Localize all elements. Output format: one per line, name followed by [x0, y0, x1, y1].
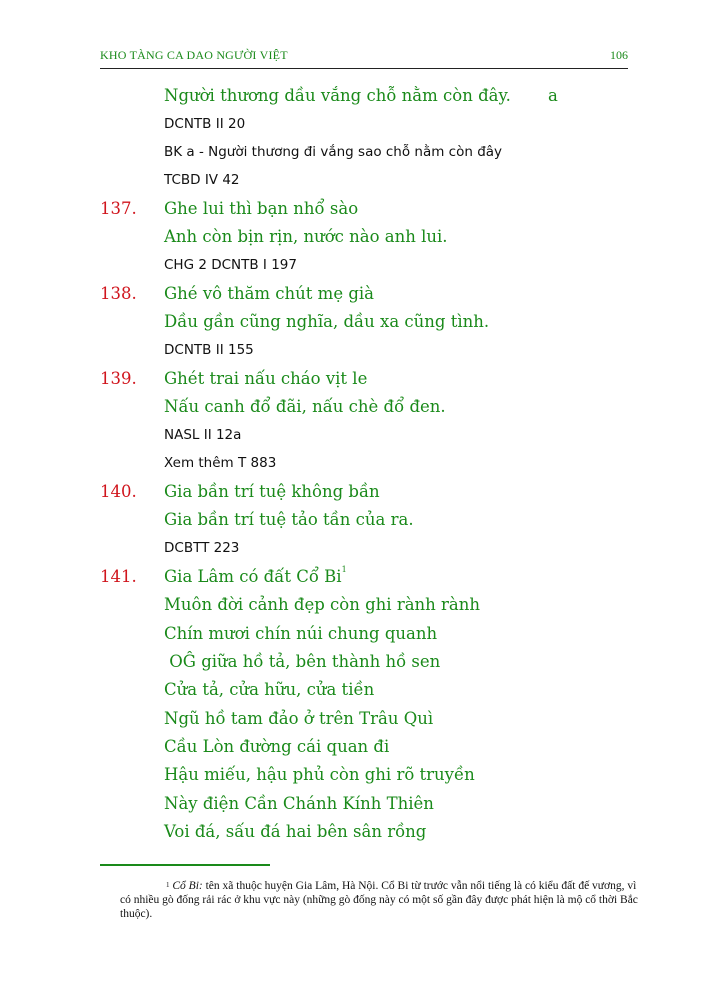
verse-line [164, 567, 347, 586]
verse-line: Ghé vô thăm chút mẹ già [164, 284, 375, 303]
verse-line: Ghe lui thì bạn nhổ sào [164, 199, 359, 218]
verse-line: Chín mươi chín núi chung quanh [164, 624, 438, 643]
variant-mark: a [548, 86, 558, 105]
source-line: Xem thêm T 883 [164, 455, 277, 471]
footnote-separator [100, 864, 270, 866]
verse-line: Muôn đời cảnh đẹp còn ghi rành rành [164, 595, 481, 614]
verse-line: Nấu canh đổ đãi, nấu chè đổ đen. [164, 397, 446, 416]
source-line: DCNTB II 155 [164, 342, 254, 358]
verse-line: Người thương dầu vắng chỗ nằm còn đây. [164, 86, 511, 105]
source-line: CHG 2 DCNTB I 197 [164, 257, 297, 273]
footnote [120, 879, 640, 921]
verse-line: Gia bần trí tuệ không bần [164, 482, 380, 501]
footnote-ref[interactable]: 1 [341, 565, 347, 574]
running-header [100, 48, 628, 69]
entry-number: 141. [100, 567, 137, 586]
verse-line: Này điện Cần Chánh Kính Thiên [164, 794, 434, 813]
verse-line: Dầu gần cũng nghĩa, dầu xa cũng tình. [164, 312, 490, 331]
verse-line: Cầu Lòn đường cái quan đi [164, 737, 390, 756]
source-line: TCBD IV 42 [164, 172, 240, 188]
entry-number: 139. [100, 369, 137, 388]
verse-line: Cửa tả, cửa hữu, cửa tiền [164, 680, 375, 699]
verse-line: Voi đá, sấu đá hai bên sân rồng [164, 822, 427, 841]
verse-line: Gia bần trí tuệ tảo tần của ra. [164, 510, 414, 529]
source-line: DCBTT 223 [164, 540, 240, 556]
entry-number: 137. [100, 199, 137, 218]
entry-number: 138. [100, 284, 137, 303]
verse-line: OĜ giữa hồ tả, bên thành hồ sen [164, 652, 441, 671]
verse-text: Gia Lâm có đất Cổ Bi [164, 567, 342, 586]
source-line: NASL II 12a [164, 427, 242, 443]
source-line: BK a - Người thương đi vắng sao chỗ nằm còn đây [164, 144, 503, 160]
book-title: KHO TÀNG CA DAO NGƯỜI VIỆT [100, 48, 288, 62]
footnote-marker: 1 [166, 881, 170, 889]
verse-line: Ngũ hồ tam đảo ở trên Trâu Quì [164, 709, 434, 728]
page-number: 106 [610, 48, 628, 62]
footnote-text: tên xã thuộc huyện Gia Lâm, Hà Nội. Cổ Bi từ trước vẫn nổi tiếng là có kiểu đất đế vương, vì có nhiều gò đống rải rác ở khu vực này (những gò đống này có một số gần đây được phát hiện là mộ cổ thời Bắc thuộc). [120, 880, 638, 920]
entry-number: 140. [100, 482, 137, 501]
verse-line: Hậu miếu, hậu phủ còn ghi rõ truyền [164, 765, 475, 784]
verse-line: Anh còn bịn rịn, nước nào anh lui. [164, 227, 448, 246]
footnote-term: Cổ Bi: [172, 880, 203, 892]
verse-line: Ghét trai nấu cháo vịt le [164, 369, 368, 388]
source-line: DCNTB II 20 [164, 116, 246, 132]
